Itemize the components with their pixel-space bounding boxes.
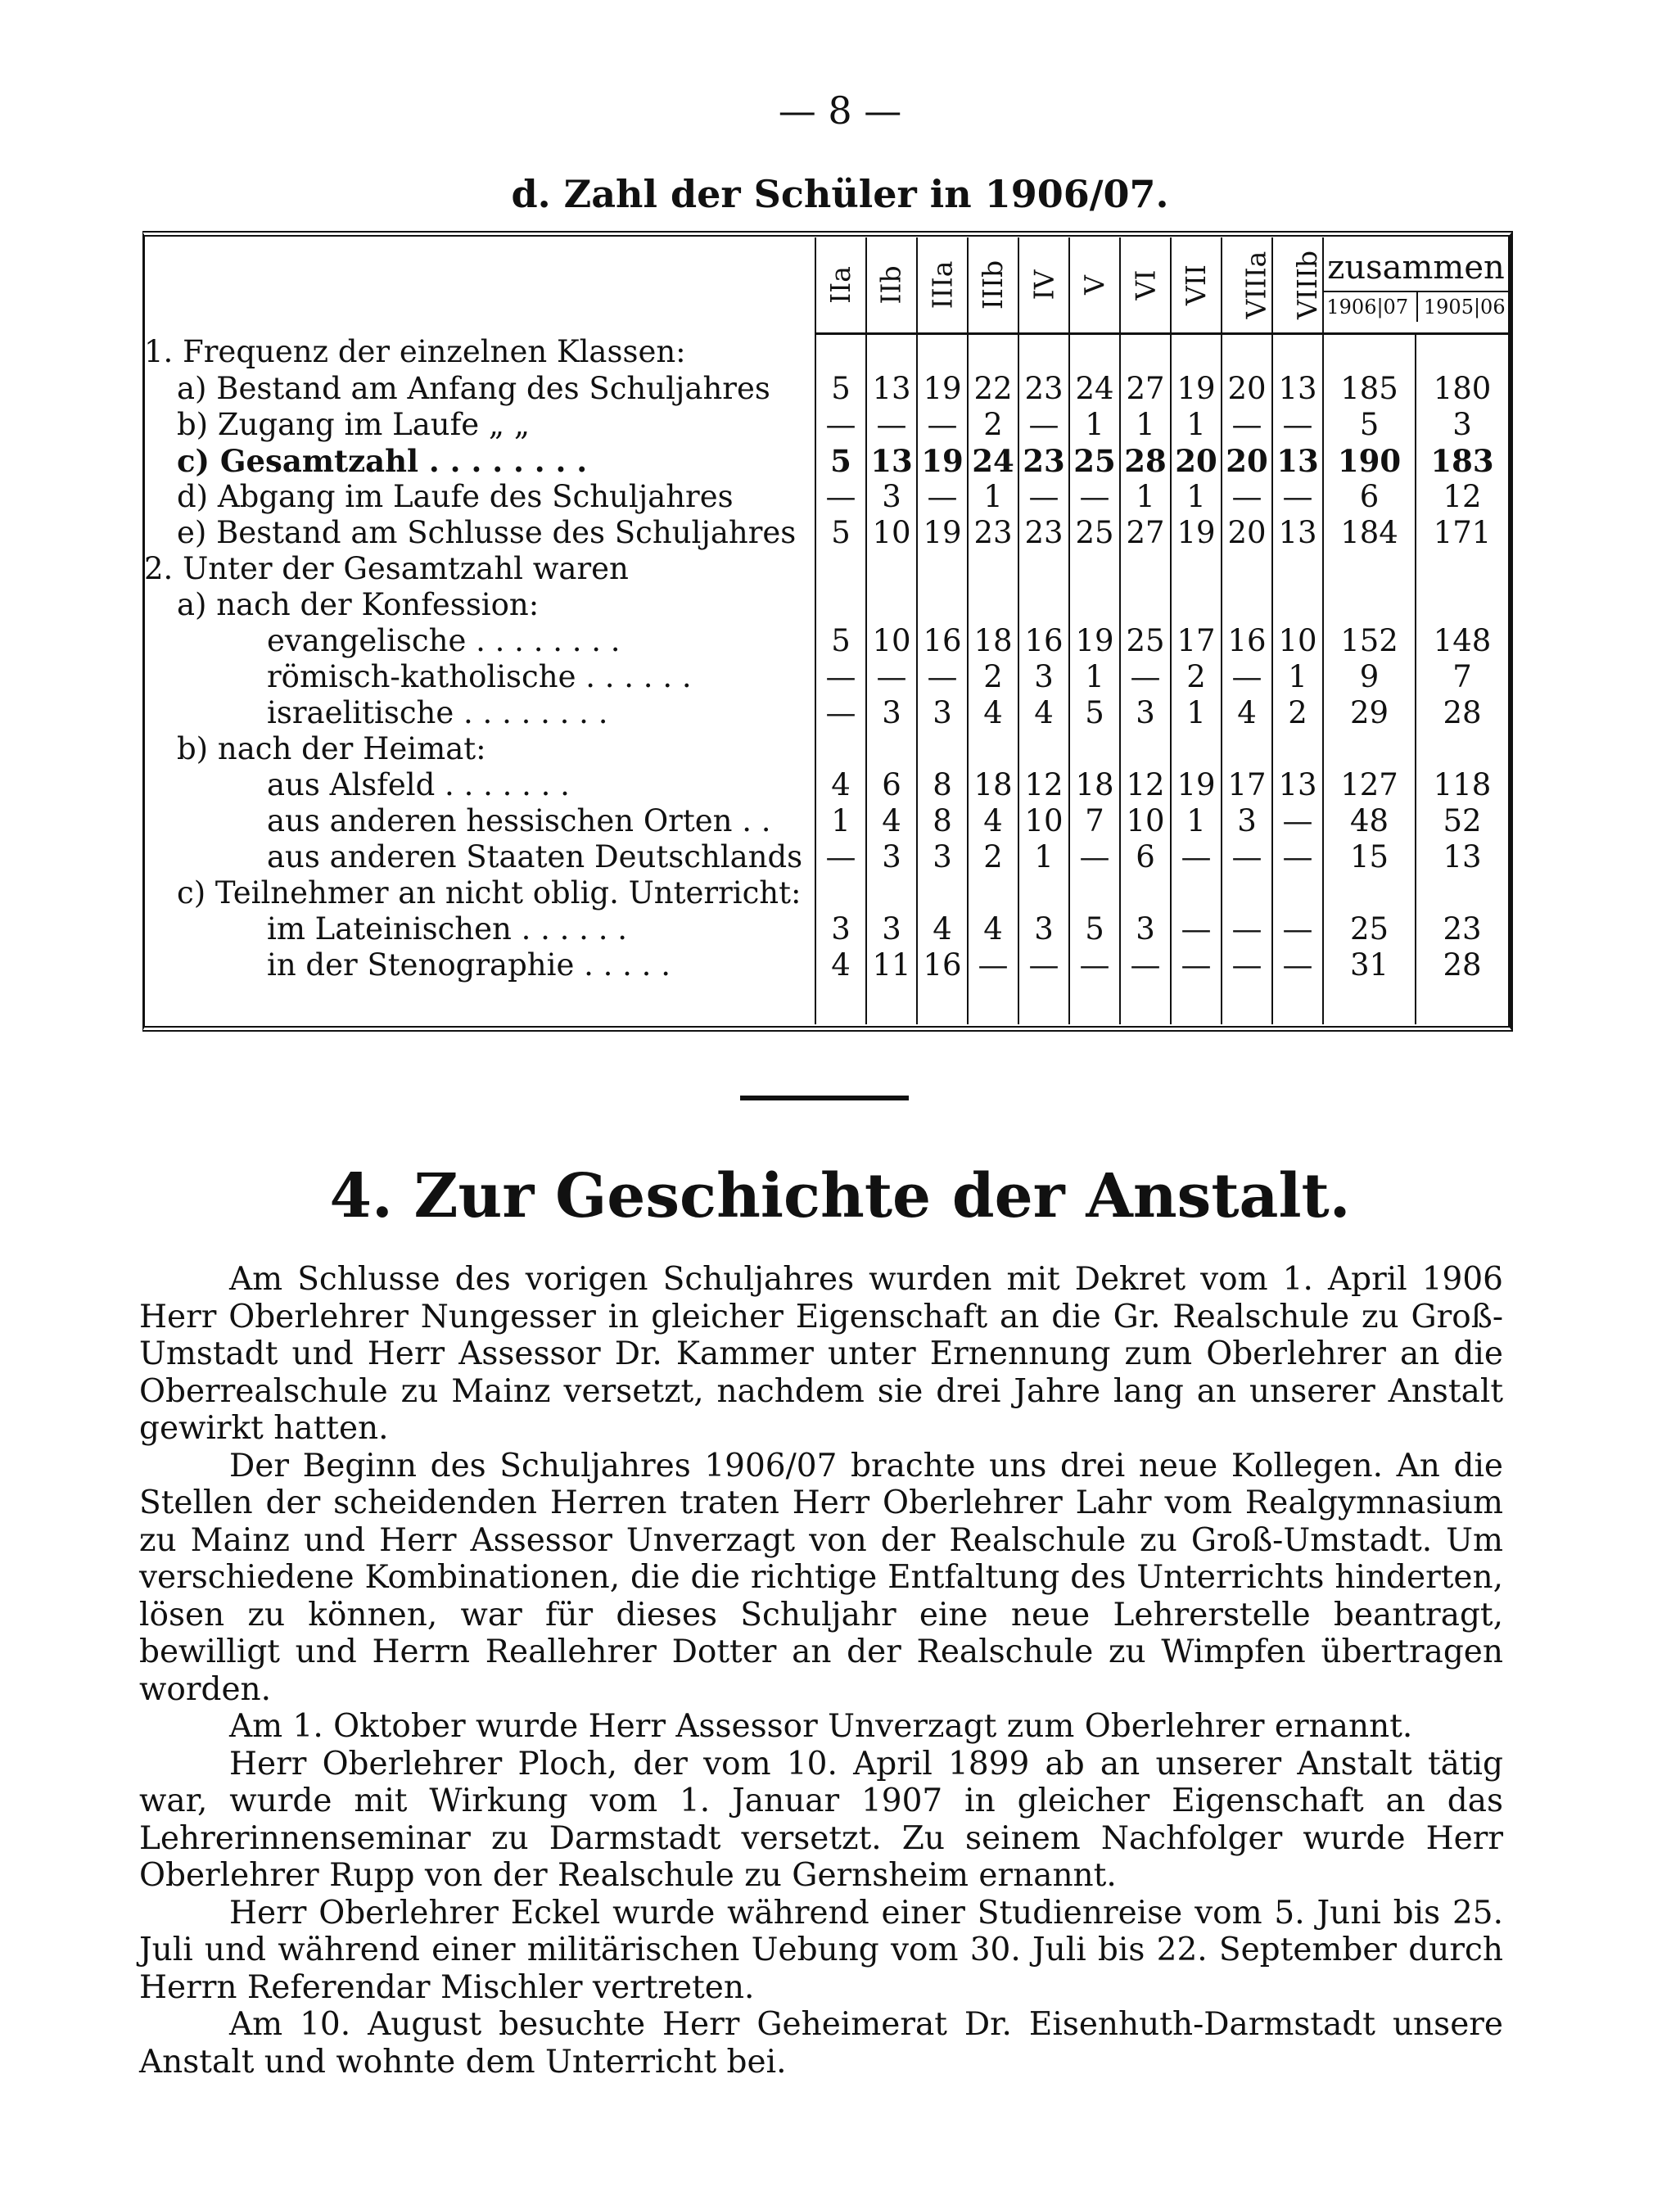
class-count-cell <box>1272 731 1323 767</box>
total-1906-cell: 48 <box>1323 803 1416 839</box>
class-count-cell: 4 <box>815 767 866 803</box>
table-row <box>144 695 1508 731</box>
class-count-cell: 3 <box>866 911 917 947</box>
class-count-cell <box>1069 731 1120 767</box>
class-count-cell <box>866 551 917 587</box>
spacer-cell <box>144 983 815 1024</box>
class-count-cell <box>815 875 866 911</box>
class-count-cell: 18 <box>968 623 1018 659</box>
total-1905-cell <box>1416 875 1508 911</box>
total-1905-cell: 12 <box>1416 479 1508 515</box>
class-count-cell <box>1272 587 1323 623</box>
class-header: VI <box>1120 237 1171 334</box>
class-count-cell <box>917 875 968 911</box>
class-count-cell: 5 <box>1069 911 1120 947</box>
table-row <box>144 479 1508 515</box>
total-1905-cell <box>1416 587 1508 623</box>
paragraph: Am 1. Oktober wurde Herr Assessor Unverzagt zum Oberlehrer ernannt. <box>229 1708 1413 1745</box>
class-count-cell: — <box>815 659 866 695</box>
total-header-label: zusammen <box>1327 249 1505 287</box>
class-count-cell <box>917 334 968 372</box>
class-count-cell: — <box>866 659 917 695</box>
class-count-cell: 6 <box>866 767 917 803</box>
class-count-cell: 12 <box>1120 767 1171 803</box>
total-1906-cell <box>1323 587 1416 623</box>
paragraph: Am Schlusse des vorigen Schuljahres wurden mit Dekret vom 1. April 1906 Herr Oberlehrer Nungesser in gleicher Eigenschaft an die Gr. Realschule zu Groß-Umstadt und Herr Assessor Dr. Kammer unter Ernennung zum Oberlehrer an die Oberrealschule zu Mainz versetzt, nachdem sie drei Jahre lang an unserer Anstalt gewirkt hatten. <box>139 1261 1503 1447</box>
table-row <box>144 515 1508 551</box>
class-count-cell: — <box>1018 479 1069 515</box>
class-count-cell: 17 <box>1222 767 1272 803</box>
class-count-cell: 11 <box>866 947 917 983</box>
class-count-cell: 1 <box>815 803 866 839</box>
spacer-cell <box>968 983 1018 1024</box>
class-count-cell <box>1018 875 1069 911</box>
class-count-cell: 10 <box>866 623 917 659</box>
class-count-cell: 7 <box>1069 803 1120 839</box>
spacer-cell <box>866 983 917 1024</box>
row-label: c) Teilnehmer an nicht oblig. Unterricht: <box>177 875 802 910</box>
class-count-cell <box>1018 731 1069 767</box>
class-header: IIa <box>815 237 866 334</box>
class-count-cell: — <box>815 839 866 875</box>
class-count-cell: — <box>1120 659 1171 695</box>
paragraph: Am 10. August besuchte Herr Geheimerat Dr. Eisenhuth-Darmstadt unsere Anstalt und wohnte dem Unterricht bei. <box>139 2006 1503 2081</box>
total-1906-cell: 9 <box>1323 659 1416 695</box>
table-row <box>144 803 1508 839</box>
class-count-cell: 22 <box>968 371 1018 407</box>
class-count-cell: 3 <box>815 911 866 947</box>
class-count-cell: — <box>1069 947 1120 983</box>
class-count-cell: 4 <box>968 803 1018 839</box>
class-count-cell <box>1222 587 1272 623</box>
class-count-cell: 4 <box>968 911 1018 947</box>
class-header: IIb <box>866 237 917 334</box>
year-headers <box>1324 291 1508 322</box>
class-count-cell: 5 <box>1069 695 1120 731</box>
row-label: aus anderen hessischen Orten . . <box>267 803 771 838</box>
class-count-cell: 20 <box>1222 371 1272 407</box>
class-count-cell: 20 <box>1222 443 1272 479</box>
spacer-cell <box>1120 983 1171 1024</box>
total-1906-cell: 184 <box>1323 515 1416 551</box>
class-count-cell: 19 <box>917 515 968 551</box>
class-count-cell <box>917 551 968 587</box>
row-label: 1. Frequenz der einzelnen Klassen: <box>144 334 686 370</box>
row-label: israelitische . . . . . . . . <box>267 695 608 730</box>
total-1905-cell: 23 <box>1416 911 1508 947</box>
spacer-cell <box>1323 983 1416 1024</box>
class-count-cell: — <box>1272 839 1323 875</box>
total-1905-cell: 171 <box>1416 515 1508 551</box>
paragraph: Herr Oberlehrer Eckel wurde während einer Studienreise vom 5. Juni bis 25. Juli und während einer militärischen Uebung vom 30. Juli bis 22. September durch Herrn Referendar Mischler vertreten. <box>139 1894 1503 2006</box>
class-count-cell: — <box>1272 803 1323 839</box>
class-count-cell: 4 <box>815 947 866 983</box>
spacer-cell <box>1222 983 1272 1024</box>
class-count-cell: — <box>1272 947 1323 983</box>
class-count-cell: 13 <box>1272 767 1323 803</box>
class-count-cell: 20 <box>1171 443 1222 479</box>
class-count-cell <box>1171 731 1222 767</box>
table-title: d. Zahl der Schüler in 1906/07. <box>511 172 1169 216</box>
class-count-cell: 16 <box>917 623 968 659</box>
class-count-cell: 16 <box>1018 623 1069 659</box>
class-count-cell: 1 <box>1120 479 1171 515</box>
row-label: römisch-katholische . . . . . . <box>267 659 692 694</box>
class-count-cell <box>1272 334 1323 372</box>
class-count-cell: 3 <box>1120 911 1171 947</box>
class-count-cell <box>866 875 917 911</box>
class-count-cell: — <box>1222 947 1272 983</box>
class-count-cell: — <box>1222 839 1272 875</box>
class-count-cell: — <box>1272 479 1323 515</box>
class-count-cell <box>1171 551 1222 587</box>
class-count-cell: — <box>1120 947 1171 983</box>
class-count-cell <box>1272 875 1323 911</box>
class-count-cell <box>1222 731 1272 767</box>
class-count-cell: — <box>815 695 866 731</box>
class-count-cell <box>1069 334 1120 372</box>
class-count-cell <box>1018 551 1069 587</box>
class-count-cell <box>968 875 1018 911</box>
class-header: VIIIb <box>1272 237 1323 334</box>
spacer-cell <box>1069 983 1120 1024</box>
total-1905-cell: 183 <box>1416 443 1508 479</box>
paragraph: Herr Oberlehrer Ploch, der vom 10. April 1899 ab an unserer Anstalt tätig war, wurde mit Wirkung vom 1. Januar 1907 in gleicher Eigenschaft an das Lehrerinnenseminar zu Darmstadt versetzt. Zu seinem Nachfolger wurde Herr Oberlehrer Rupp von der Realschule zu Gernsheim ernannt. <box>139 1745 1503 1894</box>
class-count-cell: — <box>815 407 866 443</box>
table-body <box>144 334 1508 1025</box>
class-header: IIIb <box>968 237 1018 334</box>
class-count-cell: — <box>1272 911 1323 947</box>
class-count-cell: 1 <box>1018 839 1069 875</box>
class-count-cell <box>866 334 917 372</box>
class-count-cell <box>917 587 968 623</box>
total-1905-cell: 148 <box>1416 623 1508 659</box>
class-count-cell: 1 <box>1171 407 1222 443</box>
class-count-cell: 23 <box>968 515 1018 551</box>
label-column-header <box>144 237 815 334</box>
table-row <box>144 371 1508 407</box>
class-count-cell <box>1069 875 1120 911</box>
class-count-cell: 13 <box>866 443 917 479</box>
class-count-cell: — <box>1018 407 1069 443</box>
class-count-cell: 3 <box>866 839 917 875</box>
class-count-cell: 4 <box>968 695 1018 731</box>
class-count-cell <box>815 551 866 587</box>
total-1906-cell <box>1323 334 1416 372</box>
class-count-cell: — <box>1222 479 1272 515</box>
class-count-cell <box>1018 587 1069 623</box>
class-count-cell: 1 <box>1069 659 1120 695</box>
class-count-cell: 3 <box>866 695 917 731</box>
class-count-cell: 4 <box>917 911 968 947</box>
total-1906-cell: 5 <box>1323 407 1416 443</box>
table-row <box>144 407 1508 443</box>
class-count-cell: 12 <box>1018 767 1069 803</box>
class-count-cell: — <box>1171 947 1222 983</box>
class-count-cell: — <box>1171 839 1222 875</box>
table-row <box>144 551 1508 587</box>
total-1906-cell: 29 <box>1323 695 1416 731</box>
class-header: V <box>1069 237 1120 334</box>
class-count-cell: 19 <box>1171 371 1222 407</box>
spacer-cell <box>815 983 866 1024</box>
class-count-cell: 3 <box>866 479 917 515</box>
class-count-cell: — <box>917 479 968 515</box>
class-count-cell: 3 <box>1222 803 1272 839</box>
table-row <box>144 334 1508 372</box>
total-1906-cell: 25 <box>1323 911 1416 947</box>
class-count-cell: 1 <box>1171 479 1222 515</box>
total-1905-cell <box>1416 731 1508 767</box>
class-count-cell <box>815 587 866 623</box>
total-1905-cell: 13 <box>1416 839 1508 875</box>
class-count-cell: 19 <box>1069 623 1120 659</box>
class-count-cell <box>917 731 968 767</box>
class-count-cell <box>866 731 917 767</box>
class-count-cell: — <box>1069 479 1120 515</box>
section-title: 4. Zur Geschichte der Anstalt. <box>329 1161 1351 1231</box>
class-count-cell: 10 <box>1272 623 1323 659</box>
class-count-cell <box>1120 731 1171 767</box>
class-count-cell <box>1069 587 1120 623</box>
year-header-current: 1906|07 <box>1326 292 1418 322</box>
total-1906-cell <box>1323 875 1416 911</box>
class-count-cell: 3 <box>1018 911 1069 947</box>
spacer-cell <box>1018 983 1069 1024</box>
total-1905-cell: 3 <box>1416 407 1508 443</box>
class-count-cell <box>1171 587 1222 623</box>
row-label: a) nach der Konfession: <box>177 587 540 622</box>
class-count-cell: 28 <box>1120 443 1171 479</box>
class-count-cell: 10 <box>866 515 917 551</box>
class-count-cell: 6 <box>1120 839 1171 875</box>
class-count-cell <box>1120 334 1171 372</box>
class-count-cell <box>968 551 1018 587</box>
year-header-previous: 1905|06 <box>1423 296 1506 319</box>
section-divider <box>740 1096 909 1100</box>
table-row <box>144 587 1508 623</box>
total-1905-cell <box>1416 334 1508 372</box>
row-label: aus Alsfeld . . . . . . . <box>267 767 570 802</box>
class-count-cell <box>866 587 917 623</box>
class-count-cell: — <box>866 407 917 443</box>
class-count-cell: 3 <box>1120 695 1171 731</box>
row-label: a) Bestand am Anfang des Schuljahres <box>177 371 770 406</box>
class-count-cell: 27 <box>1120 371 1171 407</box>
class-count-cell: 5 <box>815 371 866 407</box>
table-row <box>144 659 1508 695</box>
class-count-cell: 24 <box>968 443 1018 479</box>
spacer-cell <box>1416 983 1508 1024</box>
class-count-cell <box>1171 334 1222 372</box>
class-count-cell <box>1222 551 1272 587</box>
class-count-cell: — <box>1272 407 1323 443</box>
class-count-cell: — <box>1222 911 1272 947</box>
table-row <box>144 947 1508 983</box>
total-1906-cell: 15 <box>1323 839 1416 875</box>
class-count-cell: — <box>1222 659 1272 695</box>
class-count-cell <box>968 731 1018 767</box>
class-header: VII <box>1171 237 1222 334</box>
total-1906-cell: 190 <box>1323 443 1416 479</box>
class-count-cell: 10 <box>1018 803 1069 839</box>
row-label: c) Gesamtzahl . . . . . . . . <box>177 443 588 479</box>
spacer-cell <box>917 983 968 1024</box>
class-count-cell: 1 <box>968 479 1018 515</box>
total-1906-cell <box>1323 731 1416 767</box>
table-row <box>144 767 1508 803</box>
class-count-cell: 3 <box>1018 659 1069 695</box>
class-count-cell: 18 <box>1069 767 1120 803</box>
class-count-cell: 2 <box>968 407 1018 443</box>
spacer-cell <box>1171 983 1222 1024</box>
class-header: VIIIa <box>1222 237 1272 334</box>
total-1906-cell: 6 <box>1323 479 1416 515</box>
class-count-cell: 2 <box>968 659 1018 695</box>
class-count-cell <box>1222 334 1272 372</box>
class-count-cell <box>1272 551 1323 587</box>
class-count-cell: 1 <box>1272 659 1323 695</box>
class-count-cell: 5 <box>815 515 866 551</box>
class-count-cell: 24 <box>1069 371 1120 407</box>
class-count-cell: 25 <box>1069 515 1120 551</box>
class-count-cell: 25 <box>1069 443 1120 479</box>
class-count-cell: 16 <box>917 947 968 983</box>
table-header-row <box>144 237 1508 334</box>
class-count-cell: 1 <box>1069 407 1120 443</box>
total-1906-cell <box>1323 551 1416 587</box>
class-count-cell: 25 <box>1120 623 1171 659</box>
total-header <box>1323 237 1508 334</box>
class-header: IIIa <box>917 237 968 334</box>
class-count-cell <box>815 334 866 372</box>
total-1906-cell: 185 <box>1323 371 1416 407</box>
class-count-cell <box>1120 551 1171 587</box>
row-label: b) Zugang im Laufe „ „ <box>177 407 531 442</box>
table-row <box>144 443 1508 479</box>
class-count-cell: 1 <box>1120 407 1171 443</box>
class-count-cell: 5 <box>815 623 866 659</box>
class-count-cell: 27 <box>1120 515 1171 551</box>
class-count-cell <box>968 334 1018 372</box>
row-label: in der Stenographie . . . . . <box>267 947 671 983</box>
class-count-cell: 13 <box>1272 443 1323 479</box>
class-count-cell <box>1120 587 1171 623</box>
paragraph: Der Beginn des Schuljahres 1906/07 brachte uns drei neue Kollegen. An die Stellen der scheidenden Herren traten Herr Oberlehrer Lahr vom Realgymnasium zu Mainz und Herr Assessor Unverzagt von der Realschule zu Groß-Umstadt. Um verschiedene Kombinationen, die die richtige Entfaltung des Unterrichts hinderten, lösen zu können, war für dieses Schuljahr eine neue Lehrerstelle beantragt, bewilligt und Herrn Reallehrer Dotter an der Realschule zu Wimpfen übertragen worden. <box>139 1447 1503 1708</box>
class-count-cell: — <box>815 479 866 515</box>
row-label: 2. Unter der Gesamtzahl waren <box>144 551 629 586</box>
class-count-cell: 2 <box>1171 659 1222 695</box>
class-count-cell <box>1069 551 1120 587</box>
class-count-cell: 2 <box>968 839 1018 875</box>
total-1905-cell: 7 <box>1416 659 1508 695</box>
class-count-cell: 2 <box>1272 695 1323 731</box>
total-1905-cell: 180 <box>1416 371 1508 407</box>
class-count-cell <box>1222 875 1272 911</box>
class-count-cell: — <box>917 407 968 443</box>
class-count-cell: 8 <box>917 767 968 803</box>
class-count-cell: 1 <box>1171 695 1222 731</box>
class-count-cell: — <box>1171 911 1222 947</box>
class-count-cell: 23 <box>1018 371 1069 407</box>
class-count-cell: 3 <box>917 839 968 875</box>
class-count-cell <box>1171 875 1222 911</box>
total-1905-cell: 28 <box>1416 947 1508 983</box>
class-count-cell: 20 <box>1222 515 1272 551</box>
class-count-cell: 4 <box>1018 695 1069 731</box>
class-count-cell: 4 <box>1222 695 1272 731</box>
table-row <box>144 875 1508 911</box>
class-count-cell: — <box>968 947 1018 983</box>
page-number: — 8 — <box>778 88 902 133</box>
table-spacer-row <box>144 983 1508 1024</box>
class-count-cell <box>1120 875 1171 911</box>
class-count-cell: 23 <box>1018 443 1069 479</box>
total-1906-cell: 127 <box>1323 767 1416 803</box>
class-count-cell: 23 <box>1018 515 1069 551</box>
spacer-cell <box>1272 983 1323 1024</box>
class-count-cell: 17 <box>1171 623 1222 659</box>
class-count-cell: 5 <box>815 443 866 479</box>
class-count-cell: — <box>1222 407 1272 443</box>
class-count-cell: 13 <box>1272 371 1323 407</box>
class-count-cell: 19 <box>1171 515 1222 551</box>
class-count-cell <box>968 587 1018 623</box>
class-count-cell: 16 <box>1222 623 1272 659</box>
total-1906-cell: 31 <box>1323 947 1416 983</box>
class-count-cell <box>815 731 866 767</box>
class-count-cell: 3 <box>917 695 968 731</box>
section-body <box>139 1261 1503 2081</box>
table-row <box>144 911 1508 947</box>
class-count-cell: 10 <box>1120 803 1171 839</box>
class-count-cell: — <box>1069 839 1120 875</box>
row-label: aus anderen Staaten Deutschlands <box>267 839 803 874</box>
class-count-cell: 13 <box>1272 515 1323 551</box>
class-count-cell: 8 <box>917 803 968 839</box>
total-1905-cell: 52 <box>1416 803 1508 839</box>
class-count-cell <box>1018 334 1069 372</box>
table-row <box>144 731 1508 767</box>
row-label: evangelische . . . . . . . . <box>267 623 621 658</box>
class-count-cell: — <box>1018 947 1069 983</box>
row-label: b) nach der Heimat: <box>177 731 486 766</box>
total-1905-cell: 28 <box>1416 695 1508 731</box>
class-count-cell: 19 <box>917 443 968 479</box>
class-count-cell: 19 <box>1171 767 1222 803</box>
class-count-cell: 13 <box>866 371 917 407</box>
total-1905-cell <box>1416 551 1508 587</box>
class-count-cell: 4 <box>866 803 917 839</box>
class-count-cell: 18 <box>968 767 1018 803</box>
table-row <box>144 623 1508 659</box>
class-header: IV <box>1018 237 1069 334</box>
row-label: im Lateinischen . . . . . . <box>267 911 627 947</box>
class-count-cell: 1 <box>1171 803 1222 839</box>
row-label: d) Abgang im Laufe des Schuljahres <box>177 479 734 514</box>
student-statistics-table <box>144 237 1508 1024</box>
row-label: e) Bestand am Schlusse des Schuljahres <box>177 515 797 550</box>
total-1906-cell: 152 <box>1323 623 1416 659</box>
class-count-cell: 19 <box>917 371 968 407</box>
class-count-cell: — <box>917 659 968 695</box>
total-1905-cell: 118 <box>1416 767 1508 803</box>
table-row <box>144 839 1508 875</box>
